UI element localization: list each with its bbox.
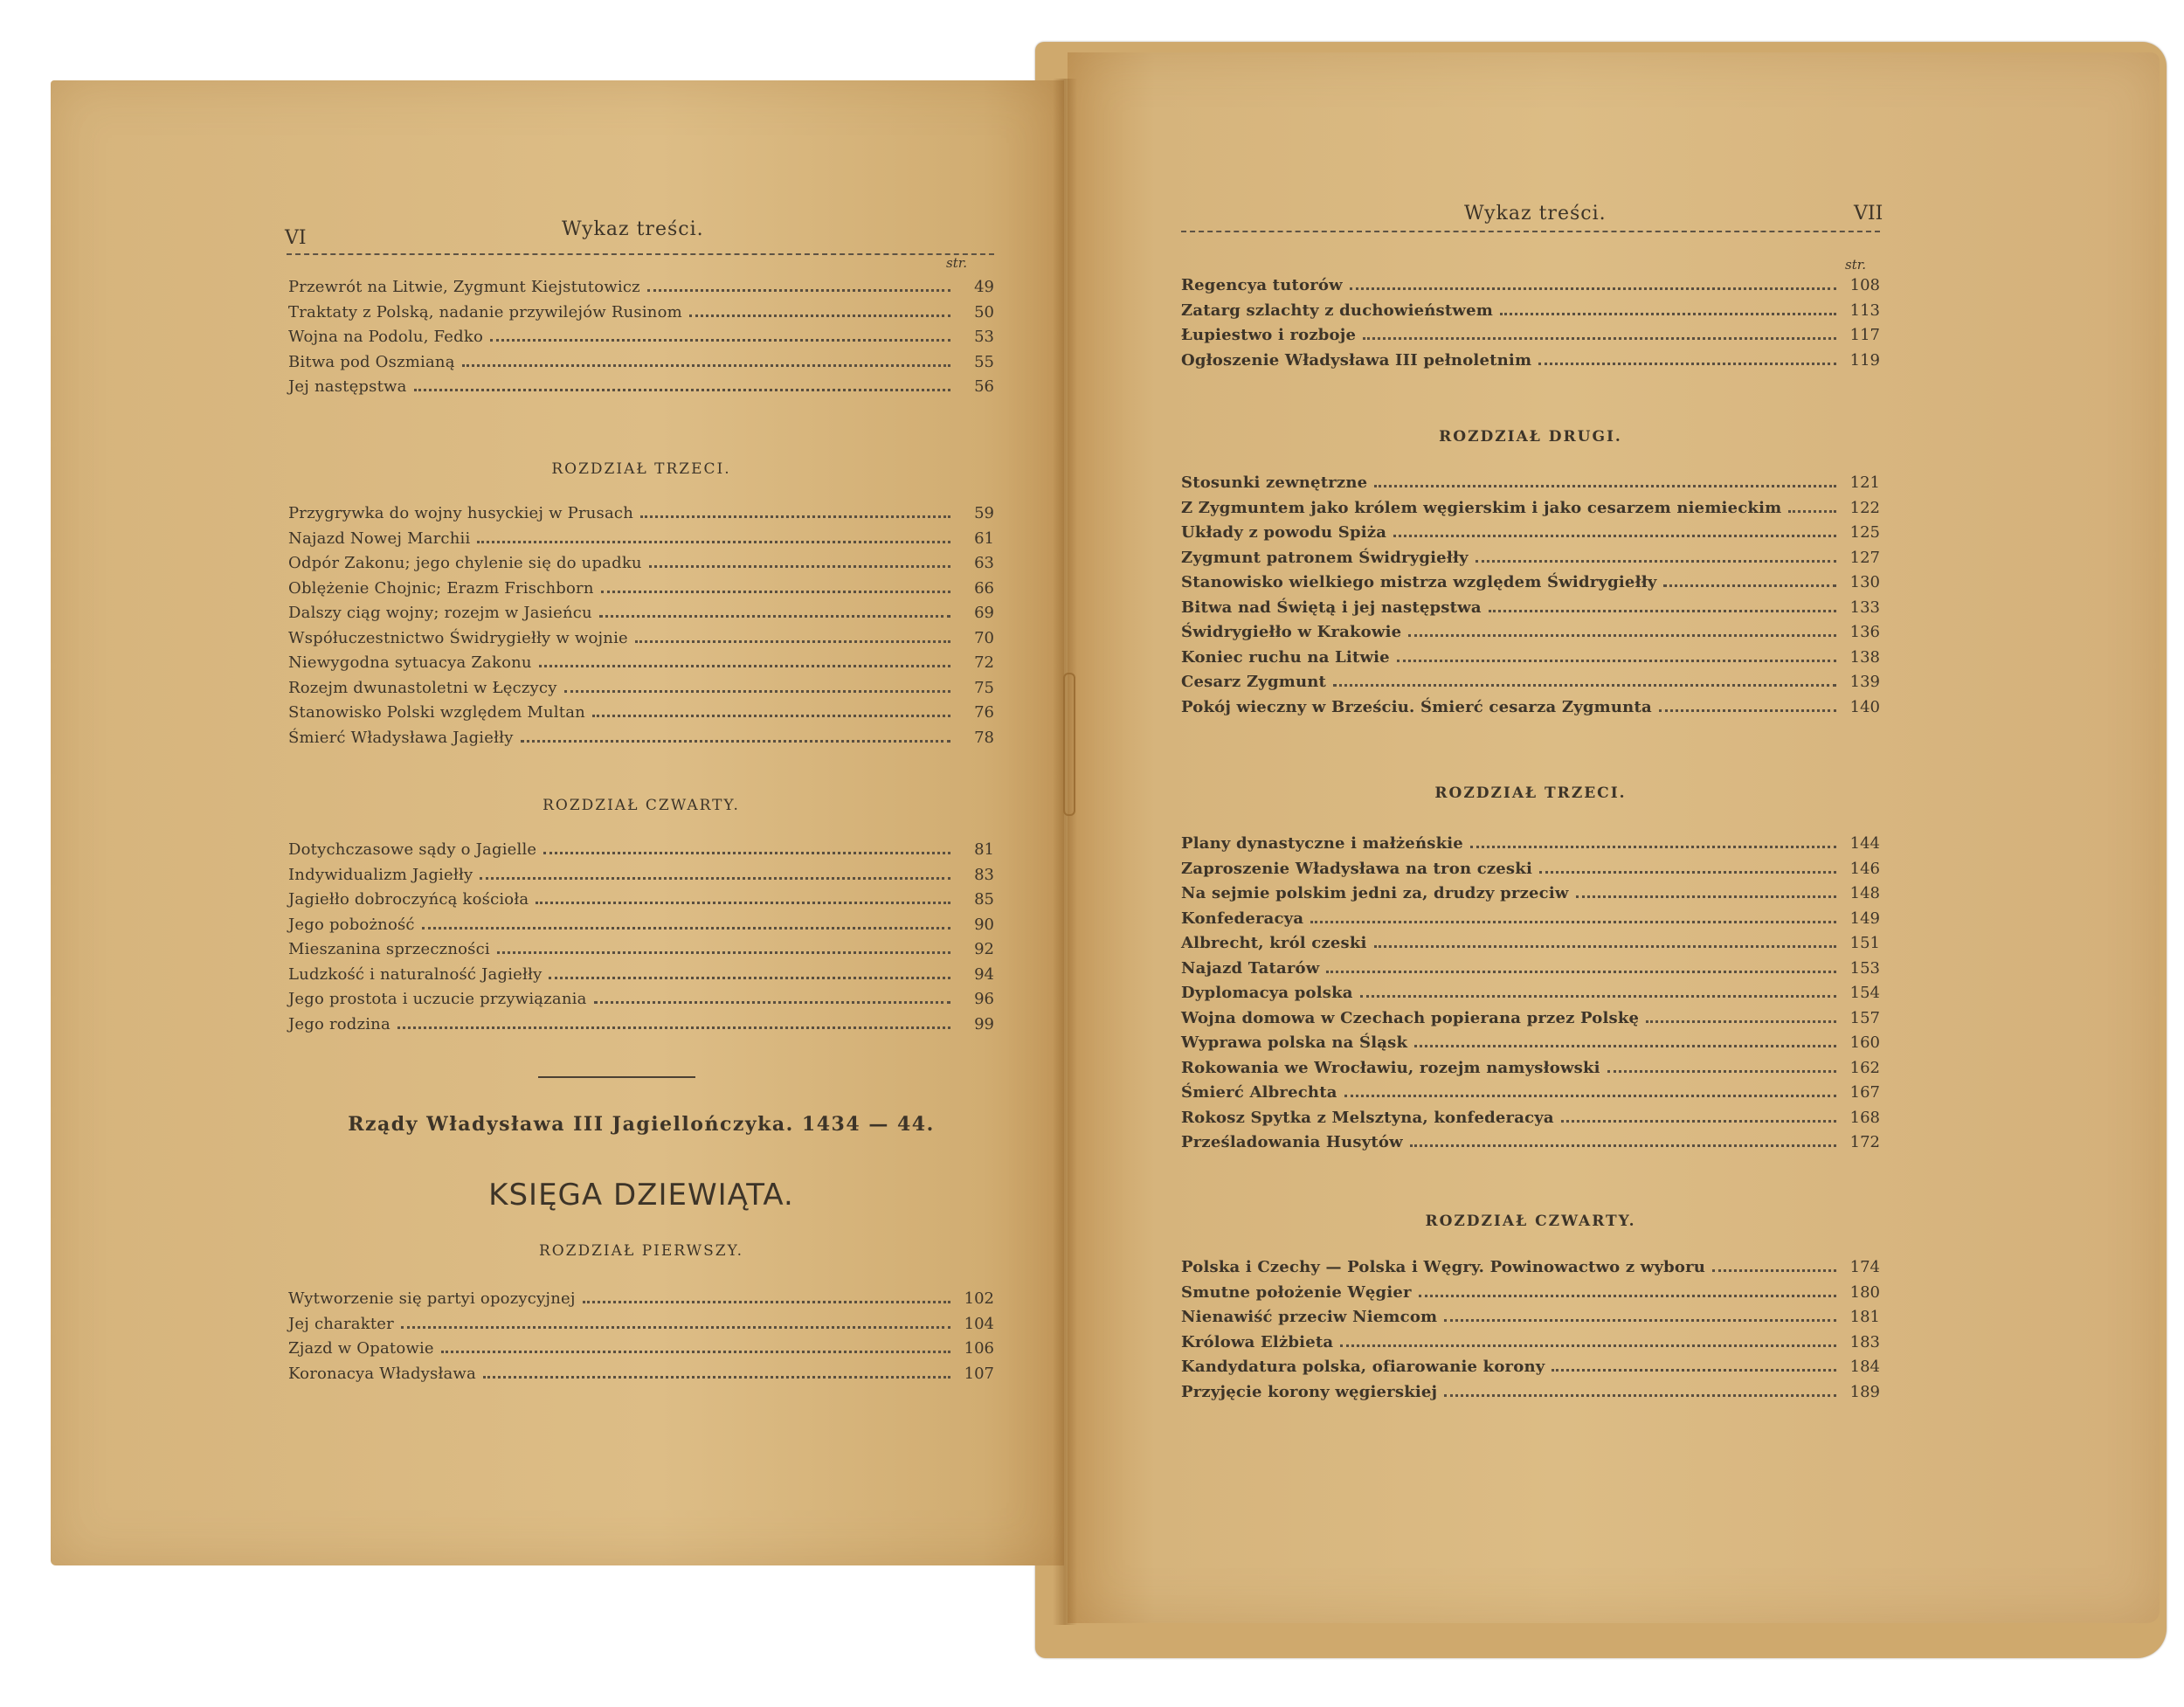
dot-leader (594, 1001, 950, 1004)
toc-entry (288, 278, 994, 303)
toc-entry (1181, 984, 1880, 1009)
toc-entry-page: 49 (974, 278, 994, 296)
toc-entry-title: Układy z powodu Spiża (1181, 523, 1387, 542)
toc-entry-page: 92 (974, 940, 994, 958)
dot-leader (441, 1351, 950, 1353)
toc-entry-page: 153 (1849, 958, 1880, 978)
toc-entry-page: 162 (1849, 1058, 1880, 1077)
dot-leader (1712, 1269, 1836, 1272)
toc-entry-page: 119 (1849, 350, 1880, 370)
right-running-head: Wykaz treści. (1464, 203, 1607, 225)
right-folio: VII (1854, 203, 1883, 225)
dot-leader (401, 1326, 950, 1329)
toc-entry-title: Śmierć Albrechta (1181, 1083, 1337, 1102)
toc-entry (1181, 673, 1880, 698)
toc-entry-title: Jej następstwa (288, 377, 407, 396)
right-page (1068, 52, 2160, 1623)
toc-entry-page: 99 (974, 1014, 994, 1033)
toc-entry-title: Pokój wieczny w Brześciu. Śmierć cesarza Zygmunta (1181, 697, 1652, 716)
toc-entry-page: 50 (974, 302, 994, 321)
toc-entry-title: Odpór Zakonu; jego chylenie się do upadku (288, 554, 642, 572)
toc-entry-title: Wyprawa polska na Śląsk (1181, 1033, 1408, 1052)
dot-leader (1561, 1120, 1836, 1123)
toc-entry-title: Stosunki zewnętrzne (1181, 473, 1368, 492)
book-gutter (1053, 79, 1077, 1625)
toc-entry-page: 96 (974, 990, 994, 1008)
toc-entry-title: Jego prostota i uczucie przywiązania (288, 990, 587, 1008)
dot-leader (422, 927, 950, 930)
toc-entry-title: Wojna domowa w Czechach popierana przez Polskę (1181, 1008, 1640, 1027)
toc-entry (1181, 909, 1880, 935)
dot-leader (462, 364, 950, 367)
toc-entry-title: Niewygodna sytuacya Zakonu (288, 653, 532, 672)
toc-entry (288, 965, 994, 991)
binding-stitch (1063, 673, 1075, 816)
toc-entry-title: Mieszanina sprzeczności (288, 940, 490, 958)
dot-leader (1538, 363, 1836, 365)
dot-leader (497, 951, 950, 954)
toc-entry (1181, 860, 1880, 885)
toc-entry-page: 66 (974, 578, 994, 598)
reign-heading: Rządy Władysława III Jagiellończyka. 1434 — 44. (348, 1113, 935, 1136)
toc-entry-title: Jej charakter (288, 1314, 394, 1333)
toc-entry-page: 78 (974, 728, 994, 747)
toc-entry-page: 81 (974, 840, 994, 859)
dot-leader (1310, 921, 1836, 923)
dot-leader (1444, 1319, 1836, 1322)
toc-entry (288, 504, 994, 529)
dot-leader (1659, 709, 1836, 712)
toc-entry-title: Na sejmie polskim jedni za, drudzy przeciw (1181, 884, 1569, 902)
toc-entry-page: 104 (964, 1314, 994, 1333)
toc-entry-page: 108 (1849, 276, 1880, 294)
toc-entry (1181, 834, 1880, 860)
toc-entry (288, 554, 994, 579)
toc-entry (1181, 1133, 1880, 1158)
toc-entry-page: 154 (1849, 984, 1880, 1002)
toc-entry-page: 107 (964, 1364, 994, 1383)
toc-entry-page: 181 (1849, 1308, 1880, 1326)
toc-entry-title: Przyjęcie korony węgierskiej (1181, 1382, 1438, 1401)
toc-entry (288, 353, 994, 378)
toc-entry-page: 76 (974, 703, 994, 722)
right-chapter2-heading: ROZDZIAŁ DRUGI. (1439, 428, 1622, 446)
dot-leader (1419, 1295, 1836, 1297)
toc-entry-page: 94 (974, 964, 994, 984)
toc-entry-title: Jego rodzina (288, 1014, 390, 1033)
toc-entry-title: Stanowisko Polski względem Multan (288, 703, 585, 722)
toc-entry (1181, 1059, 1880, 1084)
toc-entry (1181, 276, 1880, 301)
toc-entry (288, 866, 994, 891)
dot-leader (1788, 510, 1836, 513)
toc-entry (288, 653, 994, 679)
toc-entry (288, 629, 994, 654)
toc-entry (288, 703, 994, 729)
toc-entry (288, 916, 994, 941)
toc-entry-page: 117 (1849, 326, 1880, 344)
toc-entry-page: 160 (1849, 1033, 1880, 1052)
dot-leader (480, 877, 950, 880)
toc-entry-title: Współuczestnictwo Świdrygiełły w wojnie (288, 628, 628, 647)
toc-entry-page: 138 (1849, 647, 1880, 667)
toc-entry-page: 56 (974, 377, 994, 396)
toc-entry-page: 69 (974, 604, 994, 622)
left-chapter4-list (288, 840, 994, 1040)
toc-entry (288, 328, 994, 353)
dot-leader (1539, 871, 1836, 874)
dot-leader (599, 615, 950, 618)
dot-leader (490, 339, 950, 342)
dot-leader (1340, 1344, 1836, 1347)
toc-entry-page: 172 (1849, 1133, 1880, 1151)
dot-leader (601, 591, 950, 593)
toc-entry-page: 183 (1849, 1332, 1880, 1351)
dot-leader (1489, 610, 1836, 612)
right-chapter2-list (1181, 473, 1880, 722)
dot-leader (647, 289, 950, 292)
dot-leader (397, 1026, 950, 1029)
toc-entry (1181, 1283, 1880, 1309)
toc-entry (288, 1339, 994, 1365)
toc-entry (288, 579, 994, 605)
toc-entry-title: Koniec ruchu na Litwie (1181, 647, 1390, 667)
dot-leader (564, 690, 950, 693)
section-divider (538, 1076, 695, 1078)
toc-entry-page: 136 (1849, 623, 1880, 641)
dot-leader (1414, 1045, 1836, 1047)
toc-entry (288, 940, 994, 965)
dot-leader (1408, 634, 1836, 637)
toc-entry-page: 55 (974, 352, 994, 371)
right-str-label: str. (1845, 257, 1867, 273)
dot-leader (1374, 485, 1836, 487)
left-str-label: str. (946, 255, 968, 271)
toc-entry-page: 102 (964, 1289, 994, 1308)
toc-entry-page: 70 (974, 628, 994, 647)
toc-entry-title: Jagiełło dobroczyńcą kościoła (288, 890, 529, 909)
toc-entry-page: 133 (1849, 598, 1880, 617)
toc-entry-page: 174 (1849, 1258, 1880, 1276)
dot-leader (549, 977, 950, 979)
dot-leader (539, 665, 950, 667)
toc-entry-page: 83 (974, 865, 994, 884)
right-chapter4-list (1181, 1258, 1880, 1407)
right-intro-list (1181, 276, 1880, 376)
dot-leader (1344, 1095, 1836, 1097)
toc-entry-page: 121 (1849, 473, 1880, 492)
toc-entry-title: Najazd Nowej Marchii (288, 529, 471, 548)
left-running-head: Wykaz treści. (562, 218, 704, 240)
toc-entry-title: Przygrywka do wojny husyckiej w Prusach (288, 504, 633, 522)
toc-entry (1181, 326, 1880, 351)
toc-entry-title: Prześladowania Husytów (1181, 1133, 1403, 1151)
left-chapter3-list (288, 504, 994, 753)
toc-entry (288, 604, 994, 629)
left-intro-list (288, 278, 994, 403)
toc-entry-title: Rokowania we Wrocławiu, rozejm namysłowski (1181, 1058, 1600, 1077)
toc-entry-page: 151 (1849, 934, 1880, 952)
dot-leader (1333, 684, 1836, 687)
toc-entry (1181, 1109, 1880, 1134)
toc-entry-title: Świdrygiełło w Krakowie (1181, 623, 1402, 641)
toc-entry-page: 168 (1849, 1108, 1880, 1127)
toc-entry-title: Koronacya Władysława (288, 1364, 476, 1383)
toc-entry (1181, 598, 1880, 624)
dot-leader (1374, 945, 1836, 948)
toc-entry-page: 180 (1849, 1282, 1880, 1302)
dot-leader (1552, 1369, 1836, 1372)
right-chapter4-heading: ROZDZIAŁ CZWARTY. (1425, 1213, 1636, 1230)
toc-entry-page: 148 (1849, 884, 1880, 902)
toc-entry-page: 130 (1849, 573, 1880, 591)
toc-entry-title: Wytworzenie się partyi opozycyjnej (288, 1289, 576, 1308)
toc-entry-title: Zatarg szlachty z duchowieństwem (1181, 301, 1493, 320)
toc-entry (1181, 648, 1880, 674)
toc-entry-page: 139 (1849, 673, 1880, 691)
toc-entry (1181, 1383, 1880, 1408)
toc-entry-title: Śmierć Władysława Jagiełły (288, 728, 514, 747)
toc-entry-title: Jego pobożność (288, 915, 415, 934)
toc-entry-title: Albrecht, król czeski (1181, 934, 1367, 952)
toc-entry-page: 122 (1849, 498, 1880, 517)
toc-entry (1181, 1358, 1880, 1383)
toc-entry-page: 53 (974, 328, 994, 346)
toc-entry (288, 303, 994, 328)
dot-leader (1444, 1394, 1836, 1397)
toc-entry-title: Rozejm dwunastoletni w Łęczycy (288, 678, 557, 697)
toc-entry-title: Stanowisko wielkiego mistrza względem Świdrygiełły (1181, 573, 1657, 591)
dot-leader (1476, 560, 1836, 563)
dot-leader (1646, 1020, 1836, 1023)
toc-entry-title: Dotychczasowe sądy o Jagielle (288, 840, 537, 859)
toc-entry-page: 75 (974, 678, 994, 697)
toc-entry-page: 127 (1849, 548, 1880, 567)
toc-entry-title: Przewrót na Litwie, Zygmunt Kiejstutowicz (288, 278, 640, 296)
left-page (51, 80, 1064, 1565)
right-chapter3-heading: ROZDZIAŁ TRZECI. (1434, 784, 1627, 802)
toc-entry-title: Bitwa nad Świętą i jej następstwa (1181, 598, 1482, 617)
left-chapter3-heading: ROZDZIAŁ TRZECI. (551, 460, 731, 478)
toc-entry-page: 146 (1849, 859, 1880, 878)
toc-entry-page: 140 (1849, 697, 1880, 716)
toc-entry (1181, 351, 1880, 377)
left-chapter1-list (288, 1289, 994, 1389)
toc-entry-page: 189 (1849, 1382, 1880, 1401)
toc-entry-title: Z Zygmuntem jako królem węgierskim i jako cesarzem niemieckim (1181, 498, 1782, 517)
book-title: KSIĘGA DZIEWIĄTA. (488, 1178, 794, 1213)
dot-leader (1326, 971, 1836, 973)
toc-entry (1181, 499, 1880, 524)
dot-leader (1360, 995, 1836, 998)
dot-leader (1470, 846, 1836, 848)
left-folio: VI (285, 227, 307, 249)
toc-entry (1181, 1009, 1880, 1034)
toc-entry-title: Regencya tutorów (1181, 276, 1343, 294)
dot-leader (635, 640, 950, 643)
toc-entry-title: Ogłoszenie Władysława III pełnoletnim (1181, 350, 1532, 370)
dot-leader (543, 852, 950, 854)
toc-entry-title: Indywidualizm Jagiełły (288, 865, 473, 884)
toc-entry (1181, 573, 1880, 598)
toc-entry (1181, 623, 1880, 648)
left-chapter1-heading: ROZDZIAŁ PIERWSZY. (538, 1242, 744, 1260)
toc-entry (1181, 1333, 1880, 1358)
toc-entry (288, 729, 994, 754)
toc-entry-title: Plany dynastyczne i małżeńskie (1181, 834, 1463, 853)
toc-entry (288, 1315, 994, 1340)
dot-leader (649, 565, 950, 568)
toc-entry-title: Traktaty z Polską, nadanie przywilejów Rusinom (288, 302, 682, 321)
toc-entry-title: Zjazd w Opatowie (288, 1339, 434, 1358)
left-chapter4-heading: ROZDZIAŁ CZWARTY. (543, 797, 740, 814)
toc-entry-title: Oblężenie Chojnic; Erazm Frischborn (288, 578, 594, 598)
toc-entry (1181, 1033, 1880, 1059)
toc-entry (288, 1015, 994, 1040)
toc-entry (1181, 1258, 1880, 1283)
dot-leader (477, 541, 950, 543)
dot-leader (583, 1301, 950, 1303)
toc-entry (288, 990, 994, 1015)
dot-leader (521, 740, 950, 743)
toc-entry (1181, 523, 1880, 549)
toc-entry-title: Łupiestwo i rozboje (1181, 326, 1357, 344)
toc-entry (1181, 698, 1880, 723)
toc-entry-page: 61 (974, 529, 994, 548)
right-header-rule (1181, 231, 1880, 232)
toc-entry (288, 679, 994, 704)
toc-entry-page: 144 (1849, 834, 1880, 853)
toc-entry-title: Zaproszenie Władysława na tron czeski (1181, 859, 1532, 878)
toc-entry (1181, 884, 1880, 909)
toc-entry-title: Konfederacya (1181, 909, 1304, 928)
toc-entry-page: 167 (1849, 1083, 1880, 1102)
left-header-rule (287, 253, 994, 255)
toc-entry-page: 157 (1849, 1008, 1880, 1027)
toc-entry (288, 840, 994, 866)
dot-leader (483, 1376, 950, 1379)
toc-entry-page: 72 (974, 653, 994, 672)
dot-leader (414, 389, 950, 391)
toc-entry (1181, 473, 1880, 499)
toc-entry-page: 85 (974, 890, 994, 909)
toc-entry-page: 149 (1849, 909, 1880, 928)
dot-leader (1363, 337, 1836, 340)
toc-entry-title: Bitwa pod Oszmianą (288, 352, 455, 371)
toc-entry-page: 184 (1849, 1358, 1880, 1376)
toc-entry-page: 90 (974, 915, 994, 934)
toc-entry (1181, 959, 1880, 985)
toc-entry (288, 529, 994, 555)
dot-leader (689, 314, 950, 317)
dot-leader (536, 902, 950, 904)
dot-leader (1500, 313, 1836, 315)
dot-leader (1576, 895, 1836, 898)
dot-leader (1350, 287, 1836, 290)
toc-entry-title: Ludzkość i naturalność Jagiełły (288, 964, 543, 984)
toc-entry-page: 113 (1849, 301, 1880, 320)
toc-entry (1181, 1308, 1880, 1333)
toc-entry-page: 63 (974, 554, 994, 572)
toc-entry-title: Cesarz Zygmunt (1181, 673, 1327, 691)
dot-leader (640, 515, 950, 518)
toc-entry-title: Najazd Tatarów (1181, 958, 1320, 978)
dot-leader (1397, 660, 1836, 662)
toc-entry-title: Wojna na Podolu, Fedko (288, 328, 483, 346)
dot-leader (1607, 1070, 1836, 1073)
toc-entry-page: 106 (964, 1339, 994, 1358)
toc-entry-title: Dyplomacya polska (1181, 984, 1353, 1002)
toc-entry-title: Smutne położenie Węgier (1181, 1282, 1412, 1302)
dot-leader (1663, 584, 1836, 587)
toc-entry-title: Polska i Czechy — Polska i Węgry. Powinowactwo z wyboru (1181, 1258, 1706, 1276)
toc-entry (1181, 1083, 1880, 1109)
toc-entry (288, 1365, 994, 1390)
toc-entry (1181, 549, 1880, 574)
dot-leader (1393, 535, 1836, 537)
toc-entry (288, 890, 994, 916)
toc-entry-page: 59 (974, 504, 994, 522)
toc-entry (288, 1289, 994, 1315)
dot-leader (592, 715, 950, 717)
toc-entry-title: Zygmunt patronem Świdrygiełły (1181, 548, 1469, 567)
toc-entry-title: Kandydatura polska, ofiarowanie korony (1181, 1358, 1545, 1376)
toc-entry (1181, 301, 1880, 327)
toc-entry (288, 377, 994, 403)
toc-entry-title: Rokosz Spytka z Melsztyna, konfederacya (1181, 1108, 1554, 1127)
toc-entry-title: Nienawiść przeciw Niemcom (1181, 1308, 1438, 1326)
toc-entry-page: 125 (1849, 523, 1880, 542)
dot-leader (1410, 1144, 1836, 1147)
toc-entry-title: Dalszy ciąg wojny; rozejm w Jasieńcu (288, 604, 592, 622)
toc-entry (1181, 934, 1880, 959)
right-chapter3-list (1181, 834, 1880, 1158)
toc-entry-title: Królowa Elżbieta (1181, 1332, 1334, 1351)
